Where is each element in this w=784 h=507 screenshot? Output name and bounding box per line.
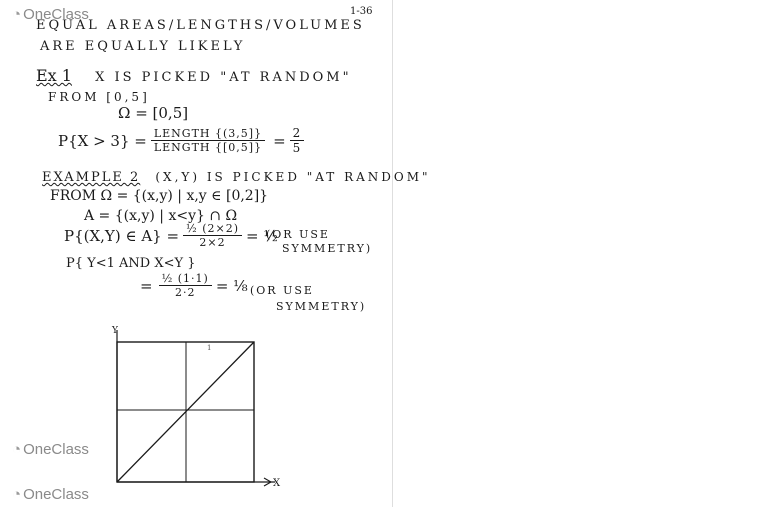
logo-mark-icon: ◔ [12,441,22,458]
logo-text: OneClass [23,441,89,458]
example1 [36,66,352,85]
example1-result [290,126,305,155]
example2-prob-b-lhs: P{ Y<1 AND X<Y } [66,256,196,271]
example2-from-omega: FROM Ω = {(x,y) | x,y ∈ [0,2]} [50,188,269,204]
example1-prob-lhs: P{X > 3} = [58,131,147,150]
example1-frac-den: LENGTH {[0,5]} [153,141,263,154]
example1-probability: P{X > 3} = $\frac{\text{LENGTH \{(3,5]\}}}{\text{LENGTH \{[0,5]\}}}$ = $\frac{2}{5}$ [58,126,308,155]
example2-label: EXAMPLE 2 [42,170,141,185]
oneclass-logo-watermark [12,441,89,458]
example2-prob-b-den: 2·2 [174,286,196,299]
example2-set-a: A = {(x,y) | x<y} ∩ Ω [84,208,238,224]
example2-prob-b-num: ½ (1·1) [159,272,212,286]
example1-frac-num: LENGTH {(3,5]} [151,127,265,141]
page-divider [392,0,393,507]
example2 [42,166,431,185]
example2-prob-a-den: 2×2 [199,236,226,249]
note2-line1: (OR USE [250,284,314,297]
example2-prob-a-lhs: P{(X,Y) ∈ A} = [64,226,180,245]
logo-mark-icon: ◔ [12,486,22,503]
example2-prob-b: = $\frac{\text{½ (1·1)}}{2\cdot 2}$ = ⅛ [140,272,248,299]
example1-statement: X IS PICKED "AT RANDOM" [95,70,352,85]
note1-line1: (OR USE [266,228,330,241]
title-line1: EQUAL AREAS/LENGTHS/VOLUMES [36,18,365,33]
example1-fraction [151,127,265,154]
example1-result-num: 2 [290,126,305,141]
example1-label: Ex 1 [36,66,72,85]
example1-omega: Ω = [0,5] [118,104,189,122]
logo-text: OneClass [23,6,89,23]
oneclass-logo-bottom [12,486,89,503]
example2-prob-a-result: = ½ [246,226,278,245]
logo-mark-icon: ◔ [12,6,22,23]
example2-prob-a [64,222,278,249]
example2-statement: (X,Y) IS PICKED "AT RANDOM" [155,170,431,184]
example2-prob-a-num: ½ (2×2) [183,222,242,236]
region-label: 1 [207,344,212,352]
title-line2: ARE EQUALLY LIKELY [40,39,246,54]
note1-line2: SYMMETRY) [282,242,373,255]
x-axis-label: X [273,478,281,489]
probability-square-graph [105,322,285,492]
example2-prob-b-fraction [159,272,212,299]
y-axis-label: Y [112,326,118,336]
page-number: 1-36 [350,6,373,17]
example2-prob-b-result: = ⅛ [215,276,248,295]
logo-text: OneClass [23,486,89,503]
note2-line2: SYMMETRY) [276,300,367,313]
example2-prob-a-fraction [183,222,242,249]
example1-result-den: 5 [292,141,302,155]
example1-from: FROM [0,5] [48,90,150,104]
